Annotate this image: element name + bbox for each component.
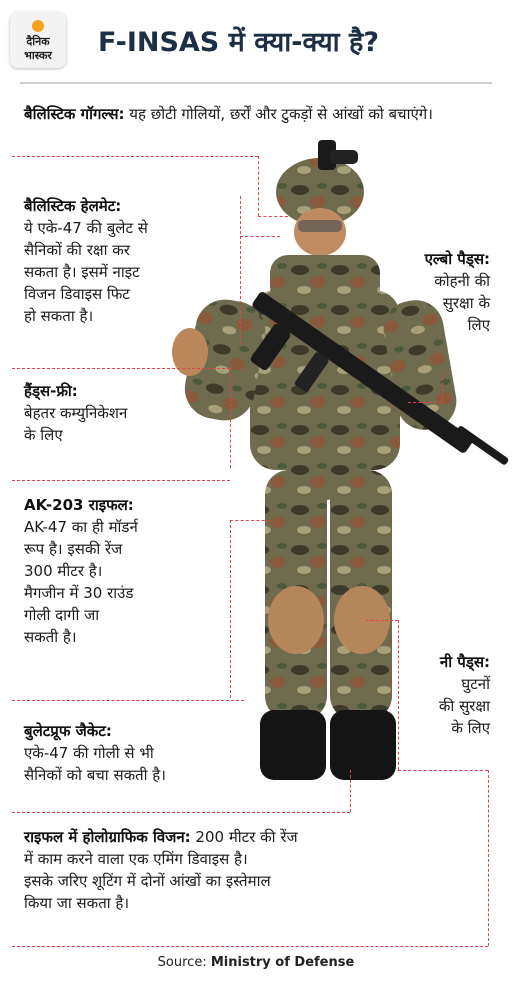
rifle-note	[24, 494, 234, 648]
holo-line1: 200 मीटर की रेंज	[190, 828, 298, 846]
elbow-line2: सुरक्षा के	[442, 294, 490, 312]
leader-elbow-v	[442, 372, 443, 402]
dainik-bhaskar-logo	[10, 12, 66, 68]
elbow-heading: एल्बो पैड्स:	[424, 250, 490, 268]
leader-goggles-h	[12, 156, 258, 157]
helmet-line5: हो सकता है।	[24, 307, 94, 325]
page-title: F-INSAS में क्या-क्या है?	[98, 27, 379, 58]
leader-knee-h2	[398, 770, 488, 771]
knee-note	[390, 651, 490, 739]
source-credit	[0, 955, 512, 970]
leader-jacket-h	[12, 700, 244, 701]
jacket-note	[24, 720, 264, 786]
goggles-text: यह छोटी गोलियों, छर्रों और टुकड़ों से आंखों को बचाएंगे।	[129, 105, 433, 123]
knee-line2: की सुरक्षा	[438, 697, 490, 715]
handsfree-heading: हैंड्स-फ्री:	[24, 382, 78, 400]
helmet-line1: ये एके-47 की बुलेट से	[24, 219, 148, 237]
leader-helmet-h	[240, 236, 280, 237]
holo-note	[24, 826, 494, 914]
goggles-note	[24, 103, 464, 125]
leader-holo-v	[350, 770, 351, 812]
rifle-line6: सकती है।	[24, 628, 77, 646]
leader-rifle-h	[12, 480, 230, 481]
leader-elbow-h	[408, 402, 442, 403]
helmet-heading: बैलिस्टिक हेलमेट:	[24, 197, 122, 215]
leader-goggles-h2	[258, 216, 288, 217]
helmet-note	[24, 195, 234, 327]
elbow-line1: कोहनी की	[434, 272, 490, 290]
holo-line4: किया जा सकता है।	[24, 894, 130, 912]
helmet-line4: विजन डिवाइस फिट	[24, 285, 130, 303]
leader-bottom-h	[12, 946, 488, 947]
holo-line3: इसके जरिए शूटिंग में दोनों आंखों का इस्तेमाल	[24, 872, 271, 890]
elbow-note	[380, 248, 490, 336]
leader-rifle-h2	[230, 520, 270, 521]
leader-helmet-v	[240, 196, 241, 344]
jacket-line2: सैनिकों को बचा सकती है।	[24, 766, 166, 784]
knee-line1: घुटनों	[461, 675, 490, 693]
logo-line1: दैनिक	[26, 35, 50, 48]
rifle-line1: AK-47 का ही मॉडर्न	[24, 518, 138, 536]
goggles-heading: बैलिस्टिक गॉगल्स:	[24, 105, 125, 123]
leader-knee-h	[366, 620, 398, 621]
knee-heading: नी पैड्स:	[439, 653, 490, 671]
logo-line2: भास्कर	[24, 49, 52, 62]
helmet-line3: सकता है। इसमें नाइट	[24, 263, 140, 281]
holo-heading: राइफल में होलोग्राफिक विजन:	[24, 828, 191, 846]
leader-holo-h	[12, 812, 350, 813]
jacket-line1: एके-47 की गोली से भी	[24, 744, 154, 762]
leader-handsfree-h	[12, 368, 230, 369]
rifle-heading: AK-203 राइफल:	[24, 496, 134, 514]
elbow-line3: लिए	[467, 316, 490, 334]
knee-line3: के लिए	[451, 719, 490, 737]
holo-line2: में काम करने वाला एक एमिंग डिवाइस है।	[24, 850, 248, 868]
jacket-heading: बुलेटप्रूफ जैकेट:	[24, 722, 112, 740]
handsfree-line1: बेहतर कम्युनिकेशन	[24, 404, 128, 422]
source-value: Ministry of Defense	[210, 955, 355, 970]
sun-icon	[32, 20, 44, 32]
rifle-line2: रूप है। इसकी रेंज	[24, 540, 123, 558]
source-label: Source:	[157, 955, 207, 970]
header-divider	[20, 82, 492, 84]
handsfree-note	[24, 380, 234, 446]
handsfree-line2: के लिए	[24, 426, 63, 444]
helmet-line2: सैनिकों की रक्षा कर	[24, 241, 130, 259]
rifle-line5: गोली दागी जा	[24, 606, 100, 624]
leader-goggles-v	[258, 156, 259, 216]
rifle-line3: 300 मीटर है।	[24, 562, 103, 580]
rifle-line4: मैगजीन में 30 राउंड	[24, 584, 134, 602]
